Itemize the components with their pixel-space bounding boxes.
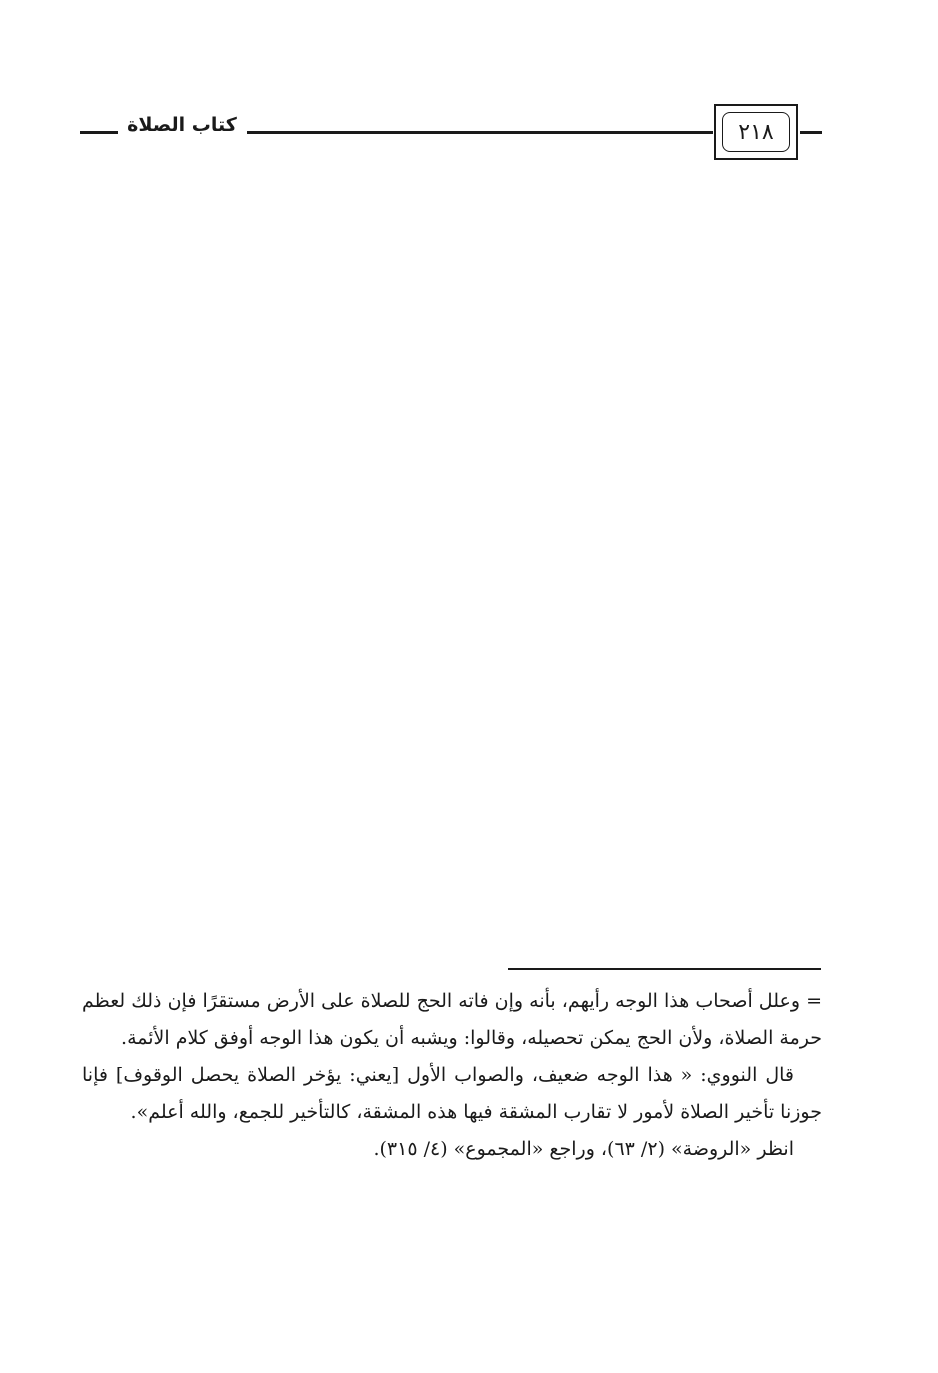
footnotes bbox=[82, 983, 822, 1168]
header-rule-right bbox=[800, 131, 822, 134]
footnote-paragraph: = وعلل أصحاب هذا الوجه رأيهم، بأنه وإن فاته الحج للصلاة على الأرض مستقرًا فإن ذلك لعظم حرمة الصلاة، ولأن الحج يمكن تحصيله، وقالوا: ويشبه أن يكون هذا الوجه أوفق كلام الأئمة. bbox=[82, 990, 822, 1049]
running-head-title: كتاب الصلاة bbox=[127, 114, 237, 136]
header-rule-main bbox=[247, 131, 713, 134]
footnote-paragraph: قال النووي: « هذا الوجه ضعيف، والصواب الأول [يعني: يؤخر الصلاة يحصل الوقوف] فإنا جوزنا تأخير الصلاة لأمور لا تقارب المشقة فيها هذه المشقة، كالتأخير للجمع، والله أعلم». bbox=[82, 1064, 822, 1123]
footnote-reference: انظر «الروضة» (٢/ ٦٣)، وراجع «المجموع» (٤/ ٣١٥). bbox=[373, 1138, 794, 1160]
page-header bbox=[60, 104, 830, 162]
page-number: ٢١٨ bbox=[722, 112, 790, 152]
page-number-frame bbox=[714, 104, 798, 160]
footnote-separator bbox=[508, 968, 821, 970]
header-rule-left bbox=[80, 131, 118, 134]
